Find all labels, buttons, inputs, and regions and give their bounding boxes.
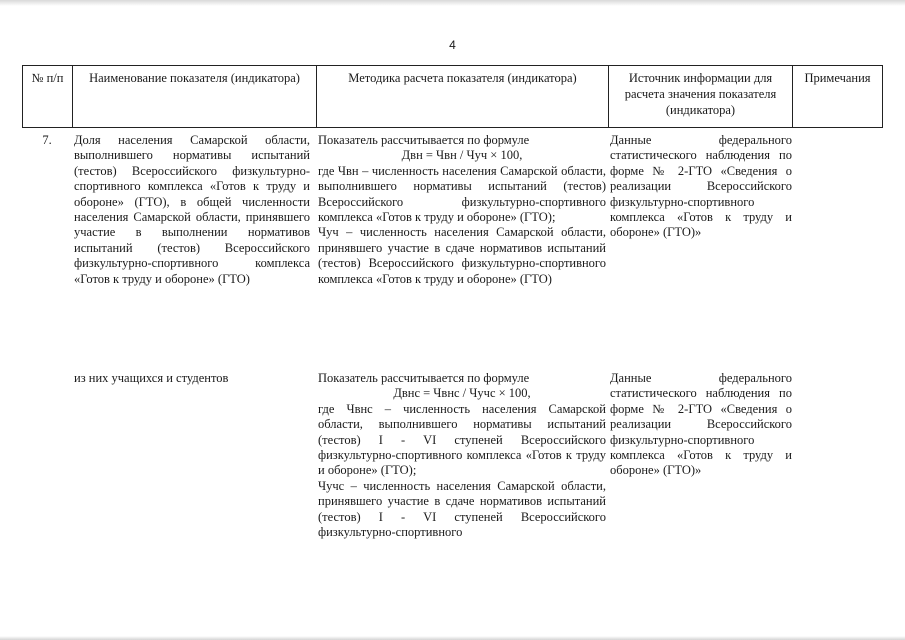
method-where-1: где Чвнс – численность населения Самарской области, выполнившего нормативы испытаний (тестов) I - VI ступеней Всероссийского физкультурно-спортивного комплекса «Готов к труду и обороне» (ГТО);: [318, 401, 606, 478]
formula: Двн = Чвн / Чуч × 100,: [401, 148, 523, 163]
method-where-2: Чуч – численность населения Самарской области, принявшего участие в сдаче нормативов испытаний (тестов) Всероссийского физкультурно-спортивного комплекса «Готов к труду и обороне» (ГТО): [318, 225, 606, 286]
method-where-1: где Чвн – численность населения Самарской области, выполнившего нормативы испытаний (тестов) Всероссийского физкультурно-спортивного комплекса «Готов к труду и обороне» (ГТО);: [318, 163, 606, 225]
header-source: Источник информации для расчета значения показателя (индикатора): [609, 66, 793, 128]
table-row: [22, 371, 882, 586]
header-method: Методика расчета показателя (индикатора): [317, 66, 609, 128]
information-source: Данные федерального статистического наблюдения по форме № 2-ГТО «Сведения о реализации Всероссийского физкультурно-спортивного комплекса «Готов к труду и обороне» (ГТО)»: [610, 133, 792, 240]
method-intro: Показатель рассчитывается по формуле: [318, 133, 530, 147]
page-number: 4: [449, 38, 456, 52]
information-source: Данные федерального статистического наблюдения по форме № 2-ГТО «Сведения о реализации Всероссийского физкультурно-спортивного комплекса «Готов к труду и обороне» (ГТО)»: [610, 371, 792, 478]
header-num: № п/п: [23, 66, 73, 128]
header-name: Наименование показателя (индикатора): [73, 66, 317, 128]
indicator-name: Доля населения Самарской области, выполнившего нормативы испытаний (тестов) Всероссийского физкультурно-спортивного комплекса «Готов к труду и обороне» (ГТО), в общей численности населения Самарской области, принявшего участие в выполнении нормативов испытаний (тестов) Всероссийского физкультурно-спортивного комплекса «Готов к труду и обороне» (ГТО): [74, 133, 310, 286]
row-number: 7.: [42, 133, 52, 147]
method-intro: Показатель рассчитывается по формуле: [318, 371, 530, 385]
header-notes: Примечания: [793, 66, 883, 128]
scan-edge-bottom: [0, 636, 905, 640]
indicator-table-header: [22, 65, 883, 128]
method-where-2: Чучс – численность населения Самарской области, принявшего участие в сдаче нормативов испытаний (тестов) I - VI ступеней Всероссийского физкультурно-спортивного: [318, 478, 606, 540]
formula: Двнс = Чвнс / Чучс × 100,: [393, 386, 531, 401]
indicator-name: из них учащихся и студентов: [74, 371, 229, 385]
calculation-method: [318, 133, 606, 287]
scan-edge-top: [0, 0, 905, 6]
table-row: [22, 133, 882, 363]
calculation-method: [318, 371, 606, 540]
